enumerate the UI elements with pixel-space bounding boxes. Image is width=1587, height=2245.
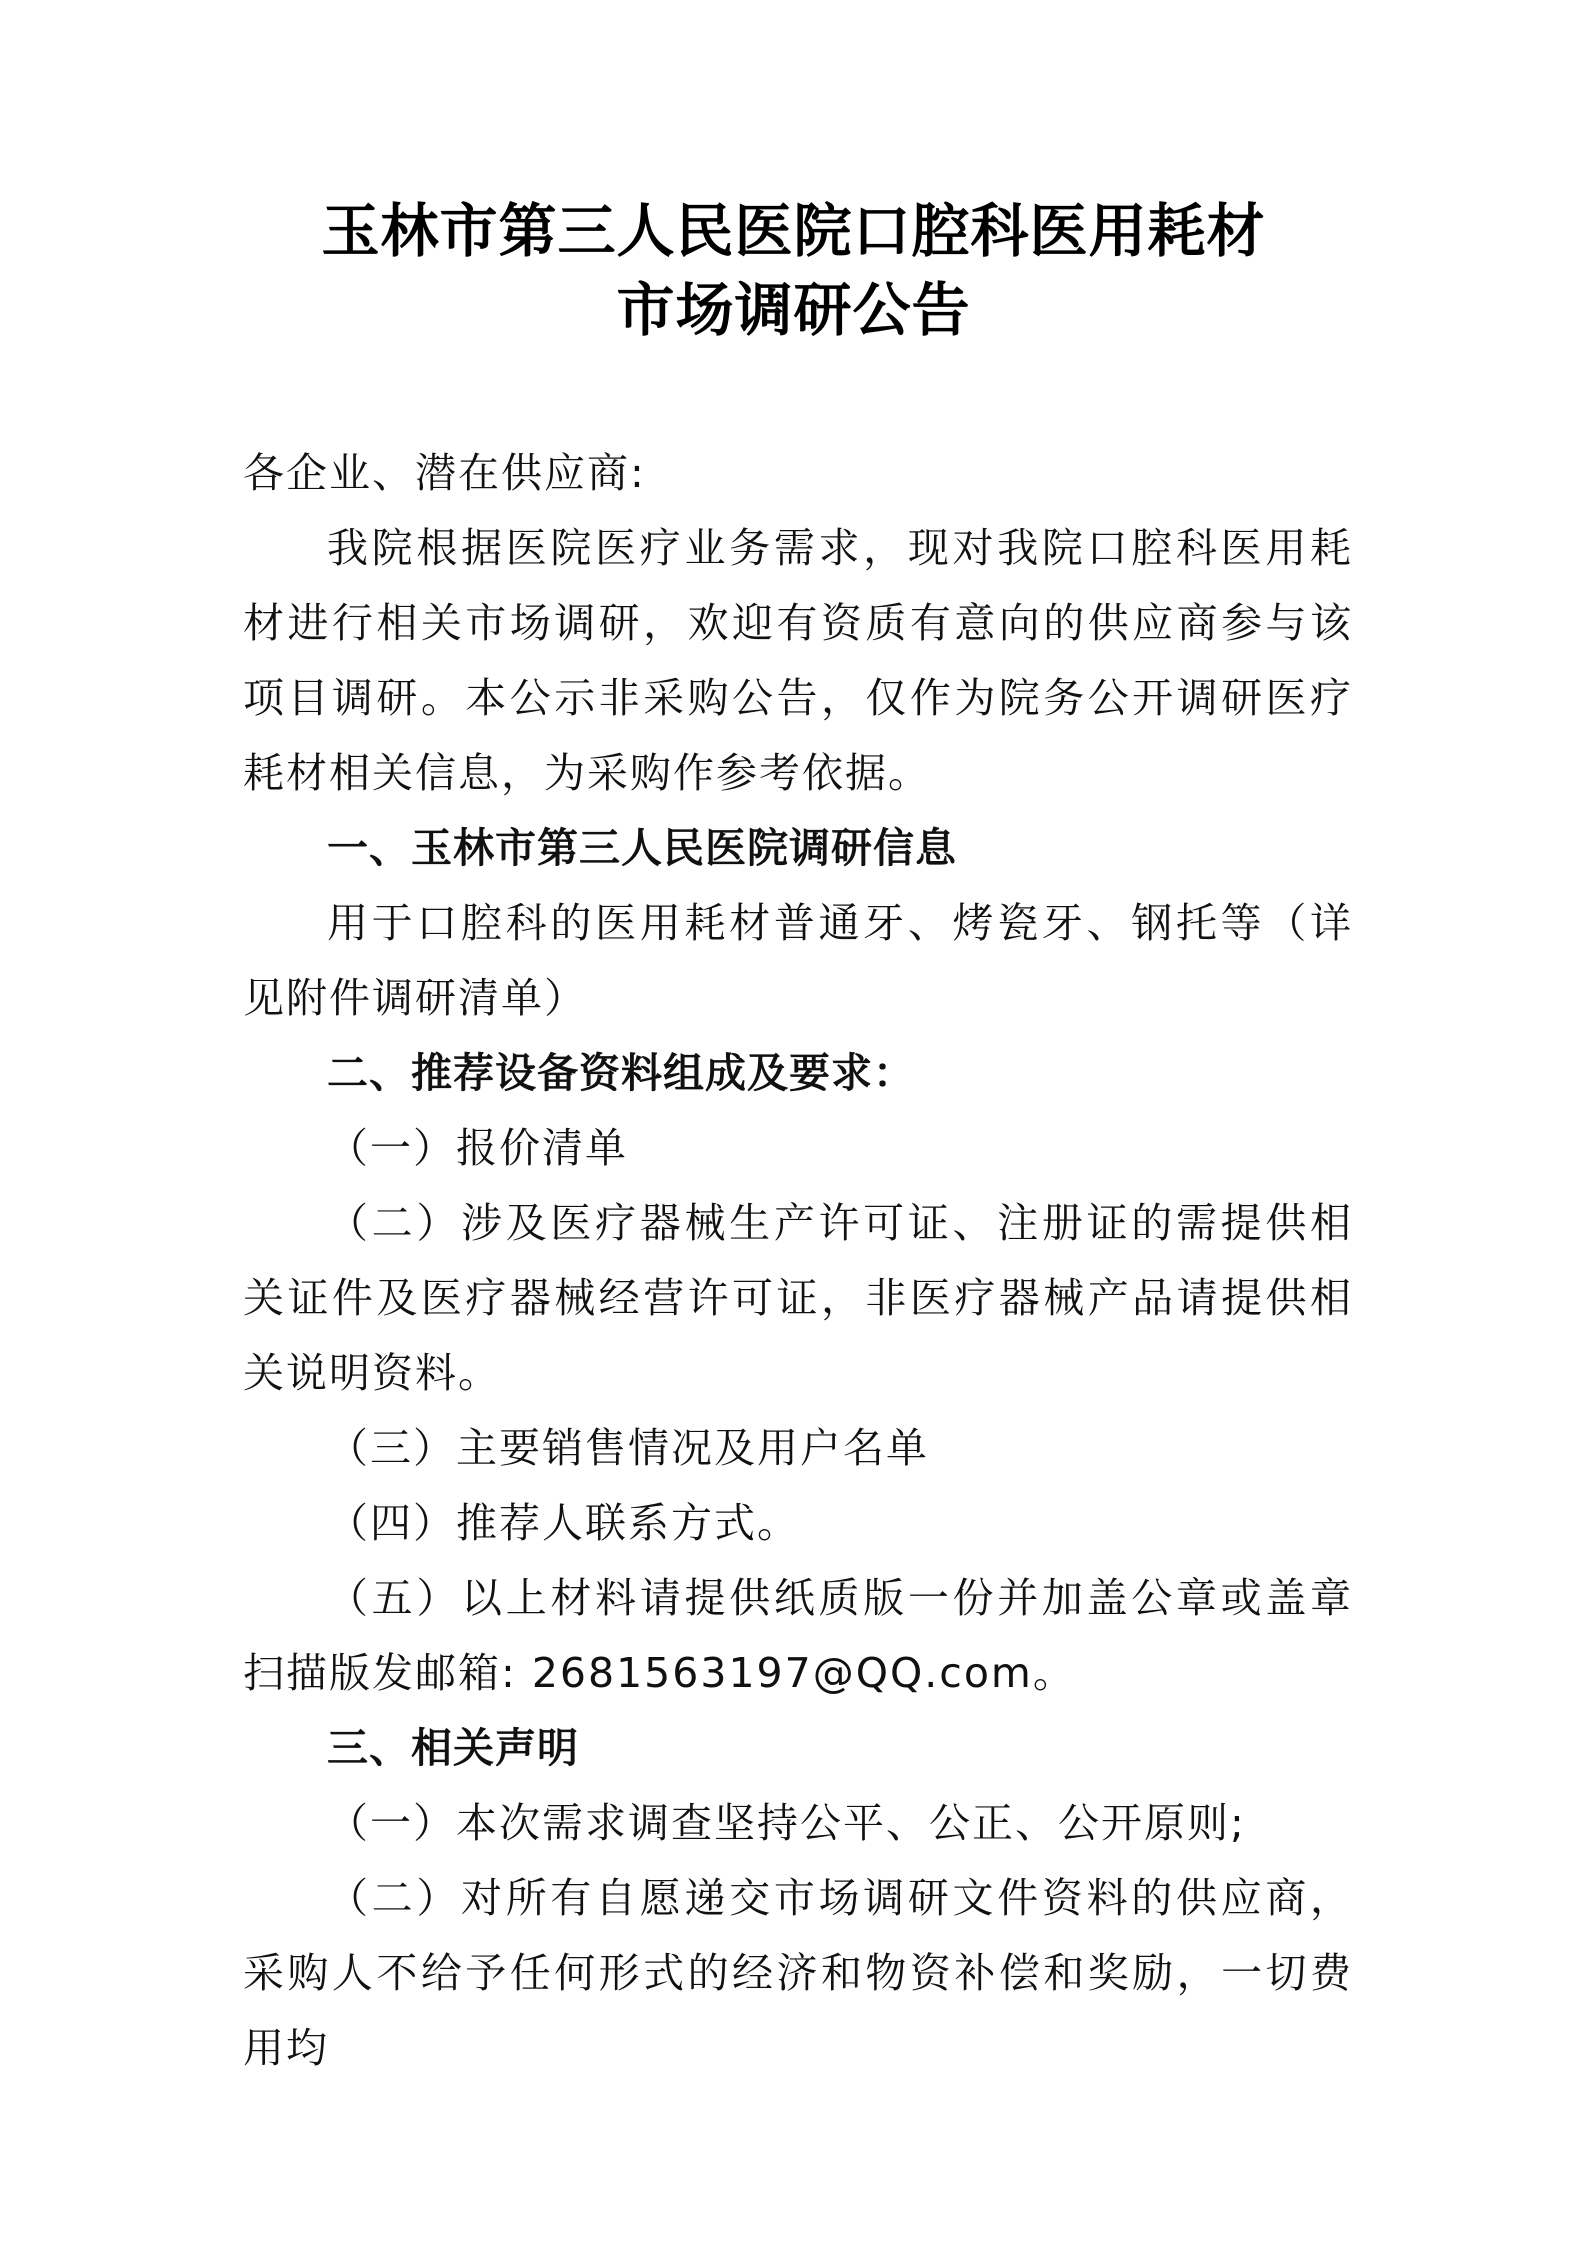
section-heading: 三、相关声明 xyxy=(327,1724,579,1772)
body-paragraph: 各企业、潜在供应商: xyxy=(243,449,646,497)
document-body xyxy=(243,436,1353,2086)
body-paragraph: 用于口腔科的医用耗材普通牙、烤瓷牙、钢托等（详见附件调研清单） xyxy=(243,899,1353,1022)
body-paragraph: （二）对所有自愿递交市场调研文件资料的供应商，采购人不给予任何形式的经济和物资补偿和奖励，一切费用均 xyxy=(243,1874,1353,2072)
body-paragraph: 我院根据医院医疗业务需求，现对我院口腔科医用耗材进行相关市场调研，欢迎有资质有意向的供应商参与该项目调研。本公示非采购公告，仅作为院务公开调研医疗耗材相关信息，为采购作参考依据。 xyxy=(243,524,1353,797)
body-paragraph: （五）以上材料请提供纸质版一份并加盖公章或盖章扫描版发邮箱: 2681563197@QQ.com。 xyxy=(243,1574,1353,1697)
document-title-line-2: 市场调研公告 xyxy=(616,276,971,344)
document-title-line-1: 玉林市第三人民医院口腔科医用耗材 xyxy=(321,197,1266,265)
body-paragraph: （二）涉及医疗器械生产许可证、注册证的需提供相关证件及医疗器械经营许可证，非医疗器械产品请提供相关说明资料。 xyxy=(243,1199,1353,1397)
section-heading: 二、推荐设备资料组成及要求： xyxy=(327,1049,915,1097)
body-paragraph: （一）报价清单 xyxy=(327,1124,628,1172)
body-paragraph: （三）主要销售情况及用户名单 xyxy=(327,1424,929,1472)
section-heading: 一、玉林市第三人民医院调研信息 xyxy=(327,824,957,872)
body-paragraph: （四）推荐人联系方式。 xyxy=(327,1499,800,1547)
body-paragraph: （一）本次需求调查坚持公平、公正、公开原则; xyxy=(327,1799,1246,1847)
